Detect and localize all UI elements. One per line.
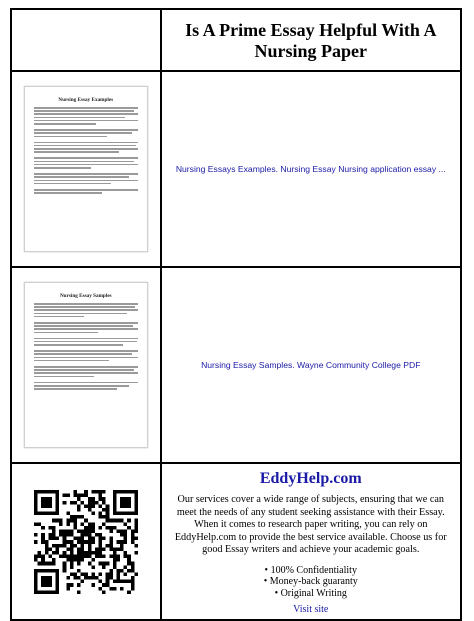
brand-link[interactable]: EddyHelp.com	[259, 470, 362, 487]
link-cell	[161, 267, 461, 463]
header-row	[11, 9, 461, 71]
document-thumbnail[interactable]	[24, 282, 148, 448]
row-nursing-essay-examples	[11, 71, 461, 267]
content-table	[10, 8, 462, 621]
ad-cell	[161, 463, 461, 620]
link-cell	[161, 71, 461, 267]
qr-code-icon[interactable]	[34, 490, 138, 594]
ad-block	[162, 464, 460, 619]
qr-cell	[11, 463, 161, 620]
ad-row	[11, 463, 461, 620]
thumbnail-title: Nursing Essay Examples	[58, 97, 114, 103]
thumbnail-cell	[11, 267, 161, 463]
essay-examples-link[interactable]: Nursing Essays Examples. Nursing Essay Nursing application essay ...	[175, 164, 446, 174]
header-title-cell	[161, 9, 461, 71]
page-title: Is A Prime Essay Helpful With A Nursing Paper	[185, 20, 437, 61]
thumbnail-title: Nursing Essay Samples	[59, 293, 112, 299]
feature-item: • Money-back guaranty	[172, 576, 450, 588]
thumbnail-cell	[11, 71, 161, 267]
header-empty-cell	[11, 9, 161, 71]
visit-site-link[interactable]: Visit site	[293, 604, 329, 615]
feature-item: • Original Writing	[172, 588, 450, 600]
row-nursing-essay-samples	[11, 267, 461, 463]
essay-samples-link[interactable]: Nursing Essay Samples. Wayne Community College PDF	[201, 360, 421, 370]
feature-item: • 100% Confidentiality	[172, 565, 450, 577]
ad-description: Our services cover a wide range of subjects, ensuring that we can meet the needs of any student seeking assistance with their Essay. When it comes to research paper writing, you can rely on EddyHelp.com to provide the best service available. Choose us for good Essay writers and achieve your academic goals.	[174, 494, 447, 555]
table-bottom-edge	[10, 603, 462, 613]
document-thumbnail[interactable]	[24, 86, 148, 252]
feature-list	[172, 565, 450, 600]
